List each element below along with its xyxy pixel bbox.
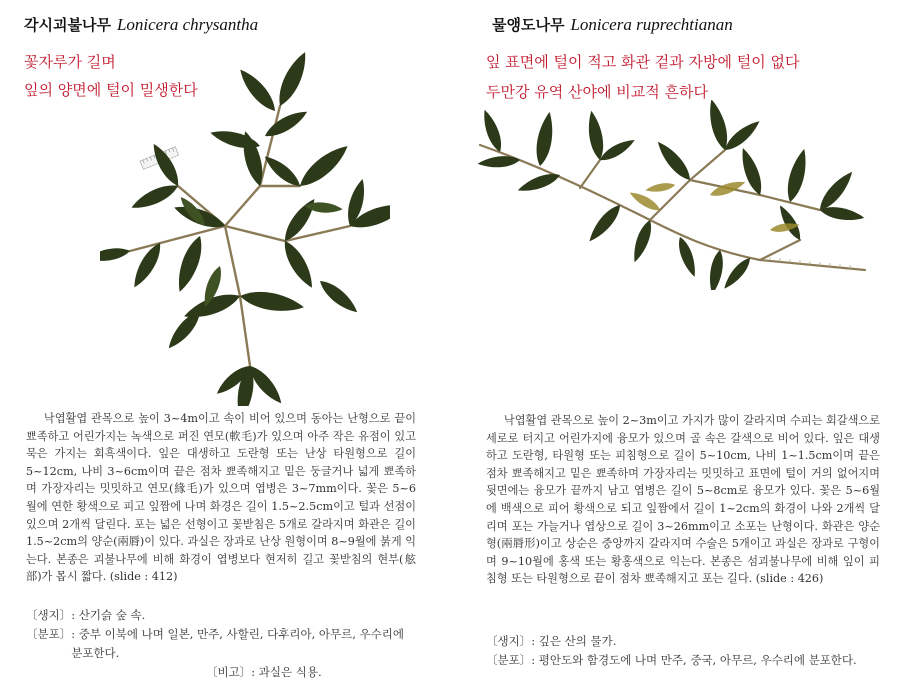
right-habitat-row: [486, 632, 880, 651]
right-species-title: [492, 14, 733, 35]
left-distribution-value: : 중부 이북에 나며 일본, 만주, 사할린, 다후리아, 아무르, 우수리에 분포한다.: [71, 627, 404, 660]
right-habitat-value: : 깊은 산의 물가.: [531, 634, 617, 648]
left-remark-label: 〔비고〕: [206, 665, 252, 679]
left-remark-row: [26, 663, 416, 682]
right-info-block: [486, 632, 880, 670]
left-specimen-illustration: [100, 36, 390, 406]
left-scientific-name: Lonicera chrysantha: [116, 15, 259, 34]
right-korean-name: 물앵도나무: [492, 16, 565, 34]
left-habitat-row: [26, 606, 416, 625]
left-note-1: 꽃자루가 길며: [24, 53, 116, 71]
left-habitat-value: : 산기슭 숲 속.: [71, 608, 146, 622]
right-description: [486, 412, 880, 588]
right-distribution-row: [486, 651, 880, 670]
right-description-text: 낙엽활엽 관목으로 높이 2~3m이고 가지가 많이 갈라지며 수피는 회갈색으로 세로로 터지고 어린가지에 융모가 있으며 골 속은 갈색으로 비어 있다. 잎은 대생하고 도란형, 타원형 또는 피침형으로 길이 5~10cm, 나비 1~1.5cm이며 끝은 점차 뾰족해지고 밑은 뾰족하며 가장자리는 밋밋하고 표면에 털이 거의 없어지며 뒷면에는 융모가 끝까지 남고 엽병은 길이 5~8cm로 융모가 있다. 꽃은 5~6월에 백색으로 피어 황색으로 되고 잎짬에서 길이 1~2cm의 화경이 나와 2개씩 달리며 포는 가늘거나 엽상으로 길이 3~26mm이고 소포는 난형이다. 화관은 양순형(兩脣形)이고 상순은 중앙까지 갈라지며 수술은 5개이고 과실은 장과로 구형이며 9~10월에 홍색 또는 황홍색으로 익는다. 본종은 섬괴불나무에 비해 잎이 피침형 또는 타원형으로 끝이 점차 뾰족해지고 포는 길다. (slide : 426): [486, 414, 880, 586]
left-species-title: [24, 14, 258, 35]
right-species-column: [450, 0, 900, 700]
right-scientific-name: Lonicera ruprechtianan: [570, 15, 733, 34]
left-description: [26, 410, 416, 586]
left-habitat-label: 〔생지〕: [26, 608, 72, 622]
right-note-1: 잎 표면에 털이 적고 화관 겉과 자방에 털이 없다: [486, 53, 800, 71]
right-specimen-illustration: [460, 100, 880, 290]
left-korean-name: 각시괴불나무: [24, 16, 111, 34]
left-distribution-label: 〔분포〕: [26, 627, 72, 641]
left-distribution-row: [26, 625, 416, 663]
right-habitat-label: 〔생지〕: [486, 634, 532, 648]
left-info-block: [26, 606, 416, 682]
right-distribution-value: : 평안도와 함경도에 나며 만주, 중국, 아무르, 우수리에 분포한다.: [531, 653, 857, 667]
left-remark-value: : 과실은 식용.: [251, 665, 322, 679]
left-note-2: 잎의 양면에 털이 밀생한다: [24, 81, 198, 99]
right-note-2: 두만강 유역 산야에 비교적 흔하다: [486, 83, 708, 101]
left-description-text: 낙엽활엽 관목으로 높이 3~4m이고 속이 비어 있으며 동아는 난형으로 끝이 뾰족하고 어린가지는 녹색으로 퍼진 연모(軟毛)가 있으며 아주 작은 유점이 있고 묵은 가지는 회흑색이다. 잎은 대생하고 도란형 또는 난상 타원형으로 길이 5~12cm, 나비 3~6cm이며 끝은 점차 뾰족해지고 밑은 둥글거나 넓게 뾰족하며 가장자리는 밋밋하고 연모(緣毛)가 있으며 엽병은 3~7mm이다. 꽃은 5~6월에 연한 황색으로 피고 잎짬에 나며 화경은 길이 1.5~2.5cm이고 털과 선점이 있으며 2개씩 달린다. 포는 넓은 선형이고 꽃받침은 5개로 갈라지며 화관은 길이 1.5~2cm의 양순(兩脣)이 있다. 과실은 장과로 난상 원형이며 8~9월에 붉게 익는다. 본종은 괴불나무에 비해 화경이 엽병보다 현저히 길고 꽃받침의 현부(舷部)가 몹시 짧다. (slide : 412): [26, 412, 416, 584]
right-distribution-label: 〔분포〕: [486, 653, 532, 667]
